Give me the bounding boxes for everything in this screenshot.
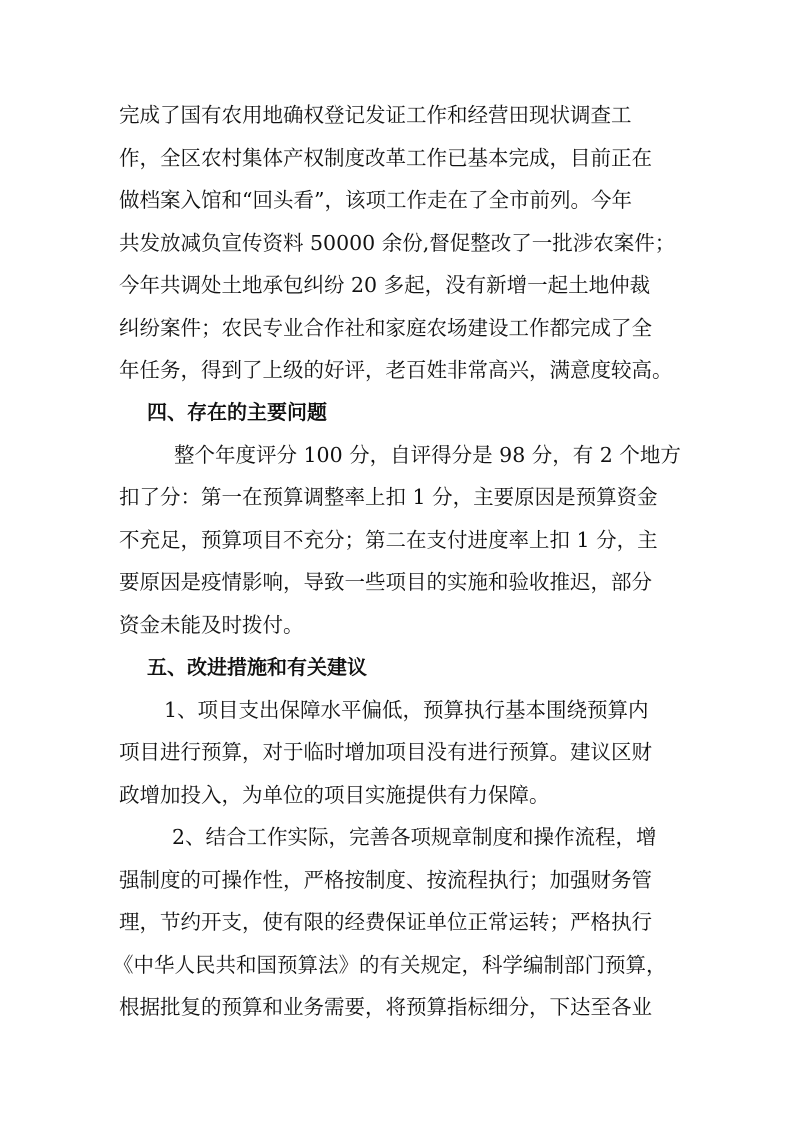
paragraph-line: 强制度的可操作性，严格按制度、按流程执行；加强财务管 [119,868,652,892]
paragraph-line: 根据批复的预算和业务需要，将预算指标细分，下达至各业 [119,995,652,1019]
section-heading-improvements: 五、改进措施和有关建议 [147,655,367,679]
paragraph-line: 政增加投入，为单位的项目实施提供有力保障。 [119,783,550,807]
paragraph-line: 1、项目支出保障水平偏低，预算执行基本围绕预算内 [164,698,649,722]
paragraph-line: 要原因是疫情影响，导致一些项目的实施和验收推迟，部分 [119,570,652,594]
paragraph-line: 《中华人民共和国预算法》的有关规定，科学编制部门预算， [113,953,667,977]
paragraph-line: 纠纷案件；农民专业合作社和家庭农场建设工作都完成了全 [119,316,652,340]
paragraph-line: 整个年度评分 100 分，自评得分是 98 分，有 2 个地方 [174,443,681,467]
paragraph-line: 理，节约开支，使有限的经费保证单位正常运转；严格执行 [119,910,652,934]
paragraph-line: 今年共调处土地承包纠纷 20 多起，没有新增一起土地仲裁 [119,273,651,297]
paragraph-line: 做档案入馆和“回头看”，该项工作走在了全市前列。今年 [119,188,632,212]
paragraph-line: 作，全区农村集体产权制度改革工作已基本完成，目前正在 [119,146,652,170]
paragraph-line: 年任务，得到了上级的好评，老百姓非常高兴，满意度较高。 [119,358,673,382]
paragraph-line: 完成了国有农用地确权登记发证工作和经营田现状调查工 [119,103,632,127]
paragraph-line: 不充足，预算项目不充分；第二在支付进度率上扣 1 分，主 [119,528,658,552]
paragraph-line: 项目进行预算，对于临时增加项目没有进行预算。建议区财 [119,740,652,764]
section-heading-problems: 四、存在的主要问题 [147,400,327,424]
paragraph-line: 2、结合工作实际，完善各项规章制度和操作流程，增 [172,825,657,849]
paragraph-line: 共发放减负宣传资料 50000 余份,督促整改了一批涉农案件； [119,231,676,255]
paragraph-line: 资金未能及时拨付。 [119,613,304,637]
paragraph-line: 扣了分：第一在预算调整率上扣 1 分，主要原因是预算资金 [119,485,658,509]
